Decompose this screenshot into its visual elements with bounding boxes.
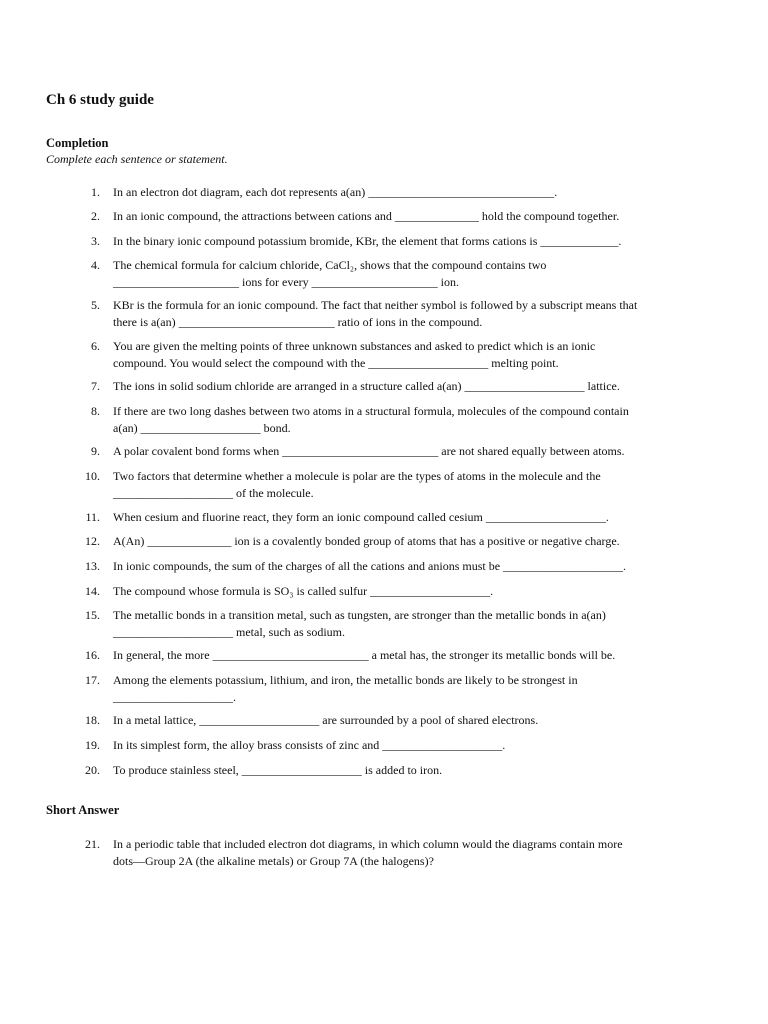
question-number: 9. [91, 444, 100, 458]
question-number: 6. [91, 339, 100, 353]
question-text: KBr is the formula for an ionic compound. The fact that neither symbol is followed by a subscript means that there is a(an) __________________________ ratio of ions in the compound. [113, 298, 638, 329]
question-number: 15. [85, 608, 100, 622]
question-number: 19. [85, 738, 100, 752]
question-text: In its simplest form, the alloy brass consists of zinc and ____________________. [113, 738, 506, 752]
question-number: 1. [91, 185, 100, 199]
question-text: In an electron dot diagram, each dot represents a(an) _______________________________. [113, 185, 558, 199]
question-text: A polar covalent bond forms when __________________________ are not shared equally between atoms. [113, 444, 625, 458]
completion-instructions: Complete each sentence or statement. [46, 152, 228, 166]
question-text: In a metal lattice, ____________________ are surrounded by a pool of shared electrons. [113, 713, 539, 727]
question-number: 14. [85, 584, 100, 598]
question-number: 4. [91, 258, 100, 272]
question-number: 11. [85, 510, 100, 524]
question-number: 2. [91, 209, 100, 223]
question-text: The ions in solid sodium chloride are arranged in a structure called a(an) ____________________ lattice. [113, 379, 620, 393]
question-text: To produce stainless steel, ____________________ is added to iron. [113, 763, 443, 777]
question-text: In an ionic compound, the attractions between cations and ______________ hold the compound together. [113, 209, 620, 223]
short-answer-heading: Short Answer [46, 803, 120, 817]
question-number: 10. [85, 469, 100, 483]
question-number: 12. [85, 534, 100, 548]
question-text: Among the elements potassium, lithium, and iron, the metallic bonds are likely to be strongest in ____________________. [113, 673, 578, 704]
question-text: Two factors that determine whether a molecule is polar are the types of atoms in the molecule and the ____________________ of the molecule. [113, 469, 601, 500]
question-number: 20. [85, 763, 100, 777]
question-text: A(An) ______________ ion is a covalently bonded group of atoms that has a positive or negative charge. [113, 534, 620, 548]
question-text: The chemical formula for calcium chloride, CaCl₂, shows that the compound contains two _____________________ ions for every _____________________ ion. [113, 258, 547, 289]
question-text: When cesium and fluorine react, they form an ionic compound called cesium ____________________. [113, 510, 609, 524]
question-text: In ionic compounds, the sum of the charges of all the cations and anions must be ____________________. [113, 559, 627, 573]
question-number: 3. [91, 234, 100, 248]
question-number: 8. [91, 404, 100, 418]
question-number: 7. [91, 379, 100, 393]
question-number: 18. [85, 713, 100, 727]
question-number: 13. [85, 559, 100, 573]
question-text: You are given the melting points of three unknown substances and asked to predict which is an ionic compound. You would select the compound with the ____________________ melting point. [113, 339, 596, 370]
question-text: In a periodic table that included electron dot diagrams, in which column would the diagrams contain more dots—Group 2A (the alkaline metals) or Group 7A (the halogens)? [113, 837, 623, 868]
question-text: In the binary ionic compound potassium bromide, KBr, the element that forms cations is _____________. [113, 234, 622, 248]
question-text: In general, the more __________________________ a metal has, the stronger its metallic bonds will be. [113, 648, 616, 662]
completion-heading: Completion [46, 136, 109, 150]
question-number: 16. [85, 648, 100, 662]
page-title: Ch 6 study guide [46, 92, 154, 108]
question-text: If there are two long dashes between two atoms in a structural formula, molecules of the compound contain a(an) ____________________ bond. [113, 404, 629, 435]
question-text: The compound whose formula is SO₃ is called sulfur ____________________. [113, 584, 494, 598]
question-number: 5. [91, 298, 100, 312]
question-number: 21. [85, 837, 100, 851]
question-text: The metallic bonds in a transition metal, such as tungsten, are stronger than the metallic bonds in a(an) ____________________ metal, such as sodium. [113, 608, 606, 639]
question-number: 17. [85, 673, 100, 687]
